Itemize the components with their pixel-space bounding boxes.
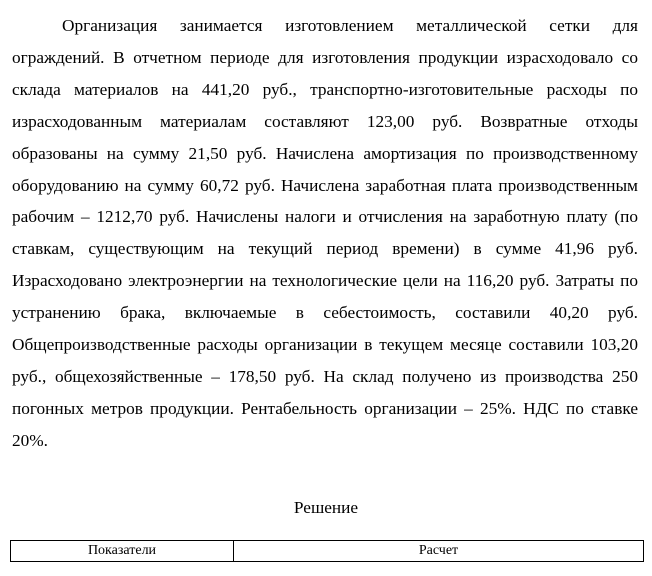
- problem-paragraph: Организация занимается изготовлением металлической сетки для ограждений. В отчетном периоде для изготовления продукции израсходовало со склада материалов на 441,20 руб., транспортно-изготовительные расходы по израсходованным материалам составляют 123,00 руб. Возвратные отходы образованы на сумму 21,50 руб. Начислена амортизация по производственному оборудованию на сумму 60,72 руб. Начислена заработная плата производственным рабочим – 1212,70 руб. Начислены налоги и отчисления на заработную плату (по ставкам, существующим на текущий период времени) в сумме 41,96 руб. Израсходовано электроэнергии на технологические цели на 116,20 руб. Затраты по устранению брака, включаемые в себестоимость, составили 40,20 руб. Общепроизводственные расходы организации в текущем месяце составили 103,20 руб., общехозяйственные – 178,50 руб. На склад получено из производства 250 погонных метров продукции. Рентабельность организации – 25%. НДС по ставке 20%.: [12, 16, 638, 450]
- header-calculation: Расчет: [234, 541, 644, 562]
- solution-table: [10, 540, 644, 562]
- table-header-row: [11, 541, 644, 562]
- solution-heading: Решение: [293, 498, 359, 517]
- header-indicators: Показатели: [11, 541, 234, 562]
